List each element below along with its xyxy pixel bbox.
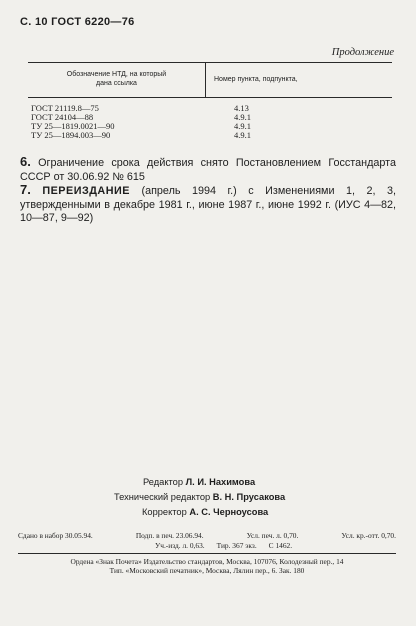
section-7	[20, 183, 396, 226]
pub-field: Подп. в печ. 23.06.94.	[135, 531, 204, 540]
section-6	[20, 155, 396, 184]
credit-name: Л. И. Нахимова	[185, 477, 256, 487]
table-header	[28, 63, 392, 97]
column-header-document-line: Обозначение НТД, на который	[66, 71, 167, 78]
section-6-number: 6.	[20, 154, 31, 169]
row-document: ТУ 25—1894.003—90	[31, 130, 111, 140]
row-document: ТУ 25—1819.0021—90	[31, 121, 115, 131]
pub-field: Сдано в набор 30.05.94.	[18, 531, 93, 540]
credit-editor	[20, 475, 396, 490]
row-clause: 4.13	[234, 103, 249, 113]
row-document: ГОСТ 21119.8—75	[31, 103, 99, 113]
column-header-document	[28, 63, 206, 97]
row-clause: 4.9.1	[234, 112, 251, 122]
row-clause: 4.9.1	[234, 121, 251, 131]
pub-field: Тир. 367 экз.	[216, 540, 257, 550]
publication-line-2	[18, 541, 396, 551]
section-6-text: Ограничение срока действия снято Постановлением Госстандарта СССР от 30.06.92 № 615	[20, 157, 396, 183]
credit-proofreader	[20, 505, 396, 520]
column-header-clause: Номер пункта, подпункта,	[214, 76, 298, 83]
publication-info	[18, 531, 396, 575]
section-7-number: 7.	[20, 182, 31, 197]
section-7-text: (апрель 1994 г.) с Изменениями 1, 2, 3, утвержденными в декабре 1981 г., июне 1987 г., июне 1992 г. (ИУС 4—82, 10—87, 9—92)	[20, 185, 397, 224]
row-clause: 4.9.1	[234, 130, 251, 140]
credit-technical-editor	[20, 490, 396, 505]
continuation-label: Продолжение	[331, 47, 394, 58]
publisher-line: Ордена «Знак Почета» Издательство стандартов, Москва, 107076, Колодезный пер., 14	[70, 557, 344, 566]
printer-line: Тип. «Московский печатник», Москва, Лялин пер., 6. Зак. 180	[109, 566, 305, 575]
reference-table	[28, 62, 392, 140]
row-document: ГОСТ 24104—88	[31, 112, 94, 122]
table-row	[28, 131, 392, 140]
pub-field: Усл. печ. л. 0,70.	[246, 531, 299, 540]
section-7-heading: ПЕРЕИЗДАНИЕ	[42, 185, 130, 197]
pub-field: С 1462.	[268, 540, 293, 550]
credit-role: Корректор	[142, 507, 187, 517]
credit-role: Технический редактор	[114, 492, 211, 502]
pub-field: Усл. кр.-отт. 0,70.	[341, 531, 396, 540]
credit-name: В. Н. Прусакова	[212, 492, 286, 502]
pub-field: Уч.-изд. л. 0,63.	[155, 540, 205, 550]
table-body	[28, 98, 392, 140]
publication-divider	[18, 553, 396, 554]
page-header: С. 10 ГОСТ 6220—76	[20, 16, 135, 28]
credit-role: Редактор	[143, 477, 184, 487]
column-header-document-line: дана ссылка	[96, 80, 137, 87]
editorial-credits	[20, 475, 396, 520]
publication-line-1	[18, 531, 396, 541]
credit-name: А. С. Черноусова	[189, 507, 269, 517]
